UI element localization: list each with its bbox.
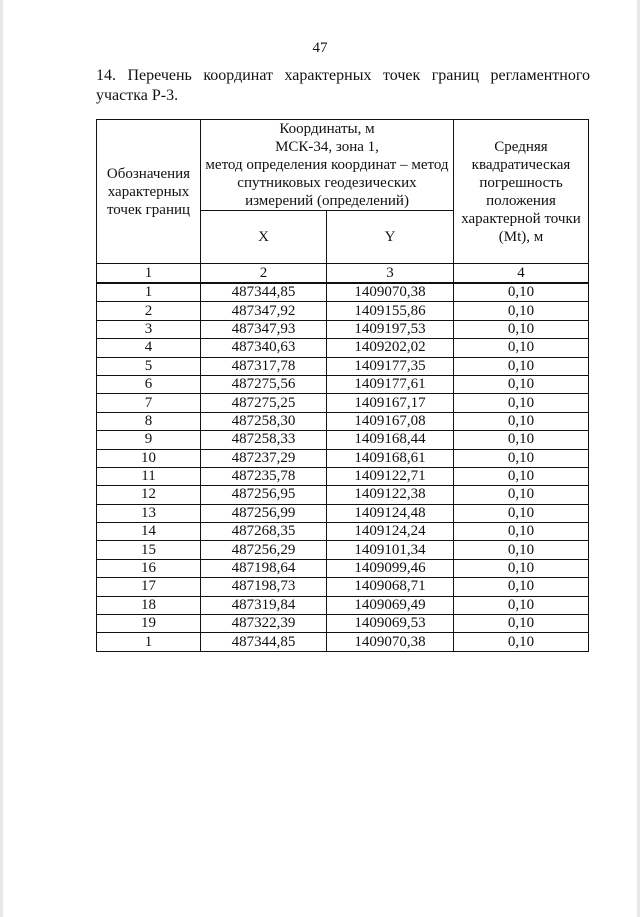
y-coordinate-cell: 1409167,17 [327,394,454,412]
point-number-cell: 1 [97,283,201,302]
error-cell: 0,10 [454,320,589,338]
y-coordinate-cell: 1409197,53 [327,320,454,338]
header-x: X [201,211,327,264]
scan-edge-left [0,0,3,917]
header-coordinates-system: МСК-34, зона 1, [275,139,379,155]
error-cell: 0,10 [454,467,589,485]
error-cell: 0,10 [454,375,589,393]
point-number-cell: 14 [97,523,201,541]
y-coordinate-cell: 1409124,48 [327,504,454,522]
error-cell: 0,10 [454,578,589,596]
error-cell: 0,10 [454,486,589,504]
y-coordinate-cell: 1409069,53 [327,615,454,633]
point-number-cell: 7 [97,394,201,412]
point-number-cell: 11 [97,467,201,485]
x-coordinate-cell: 487275,56 [201,375,327,393]
table-row [97,302,589,320]
column-index-cell: 3 [327,264,454,284]
table-row [97,467,589,485]
point-number-cell: 16 [97,559,201,577]
x-coordinate-cell: 487258,30 [201,412,327,430]
point-number-cell: 1 [97,633,201,651]
point-number-cell: 10 [97,449,201,467]
error-cell: 0,10 [454,615,589,633]
column-index-row [97,264,589,284]
error-cell: 0,10 [454,283,589,302]
error-cell: 0,10 [454,541,589,559]
error-cell: 0,10 [454,633,589,651]
error-cell: 0,10 [454,523,589,541]
point-number-cell: 19 [97,615,201,633]
x-coordinate-cell: 487256,29 [201,541,327,559]
table-row [97,559,589,577]
coordinates-table [96,119,589,652]
point-number-cell: 18 [97,596,201,614]
table-row [97,339,589,357]
page-number: 47 [312,40,328,56]
point-number-cell: 8 [97,412,201,430]
x-coordinate-cell: 487344,85 [201,633,327,651]
x-coordinate-cell: 487237,29 [201,449,327,467]
y-coordinate-cell: 1409070,38 [327,283,454,302]
table-row [97,615,589,633]
header-coordinates-method: метод определения координат – метод спутниковых геодезических измерений (определений) [205,157,449,209]
table-header [97,120,589,284]
y-coordinate-cell: 1409168,44 [327,431,454,449]
table-row [97,541,589,559]
x-coordinate-cell: 487344,85 [201,283,327,302]
x-coordinate-cell: 487258,33 [201,431,327,449]
point-number-cell: 15 [97,541,201,559]
table-row [97,578,589,596]
table-row [97,283,589,302]
table-row [97,486,589,504]
x-coordinate-cell: 487256,99 [201,504,327,522]
table-row [97,320,589,338]
error-cell: 0,10 [454,302,589,320]
x-coordinate-cell: 487198,64 [201,559,327,577]
header-y: Y [327,211,454,264]
point-number-cell: 2 [97,302,201,320]
table-body [97,283,589,651]
error-cell: 0,10 [454,412,589,430]
x-coordinate-cell: 487256,95 [201,486,327,504]
error-cell: 0,10 [454,504,589,522]
header-point-designation: Обозначения характерных точек границ [97,120,201,264]
x-coordinate-cell: 487198,73 [201,578,327,596]
x-coordinate-cell: 487347,93 [201,320,327,338]
point-number-cell: 6 [97,375,201,393]
error-cell: 0,10 [454,394,589,412]
table-row [97,431,589,449]
column-index-cell: 4 [454,264,589,284]
point-number-cell: 13 [97,504,201,522]
table-row [97,633,589,651]
heading-line-1: 14. Перечень координат характерных точек границ регламентного [96,67,590,84]
y-coordinate-cell: 1409122,71 [327,467,454,485]
x-coordinate-cell: 487340,63 [201,339,327,357]
point-number-cell: 5 [97,357,201,375]
table-row [97,412,589,430]
x-coordinate-cell: 487317,78 [201,357,327,375]
header-mean-square-error: Средняя квадратическая погрешность положения характерной точки (Mt), м [454,120,589,264]
x-coordinate-cell: 487235,78 [201,467,327,485]
y-coordinate-cell: 1409167,08 [327,412,454,430]
x-coordinate-cell: 487347,92 [201,302,327,320]
x-coordinate-cell: 487275,25 [201,394,327,412]
y-coordinate-cell: 1409101,34 [327,541,454,559]
error-cell: 0,10 [454,449,589,467]
table-row [97,523,589,541]
y-coordinate-cell: 1409068,71 [327,578,454,596]
y-coordinate-cell: 1409070,38 [327,633,454,651]
y-coordinate-cell: 1409099,46 [327,559,454,577]
heading-line-2: участка Р-3. [96,87,179,104]
table-row [97,357,589,375]
point-number-cell: 4 [97,339,201,357]
y-coordinate-cell: 1409069,49 [327,596,454,614]
column-index-cell: 1 [97,264,201,284]
point-number-cell: 3 [97,320,201,338]
y-coordinate-cell: 1409122,38 [327,486,454,504]
y-coordinate-cell: 1409177,61 [327,375,454,393]
x-coordinate-cell: 487322,39 [201,615,327,633]
error-cell: 0,10 [454,559,589,577]
header-coordinates-unit: Координаты, м [279,121,375,137]
error-cell: 0,10 [454,357,589,375]
x-coordinate-cell: 487268,35 [201,523,327,541]
table-row [97,596,589,614]
point-number-cell: 17 [97,578,201,596]
column-index-cell: 2 [201,264,327,284]
error-cell: 0,10 [454,596,589,614]
y-coordinate-cell: 1409124,24 [327,523,454,541]
y-coordinate-cell: 1409177,35 [327,357,454,375]
table-row [97,375,589,393]
y-coordinate-cell: 1409155,86 [327,302,454,320]
error-cell: 0,10 [454,431,589,449]
table-row [97,504,589,522]
y-coordinate-cell: 1409168,61 [327,449,454,467]
table-row [97,394,589,412]
table-row [97,449,589,467]
header-coordinates [201,120,454,211]
x-coordinate-cell: 487319,84 [201,596,327,614]
y-coordinate-cell: 1409202,02 [327,339,454,357]
point-number-cell: 9 [97,431,201,449]
error-cell: 0,10 [454,339,589,357]
section-heading [96,66,590,106]
point-number-cell: 12 [97,486,201,504]
